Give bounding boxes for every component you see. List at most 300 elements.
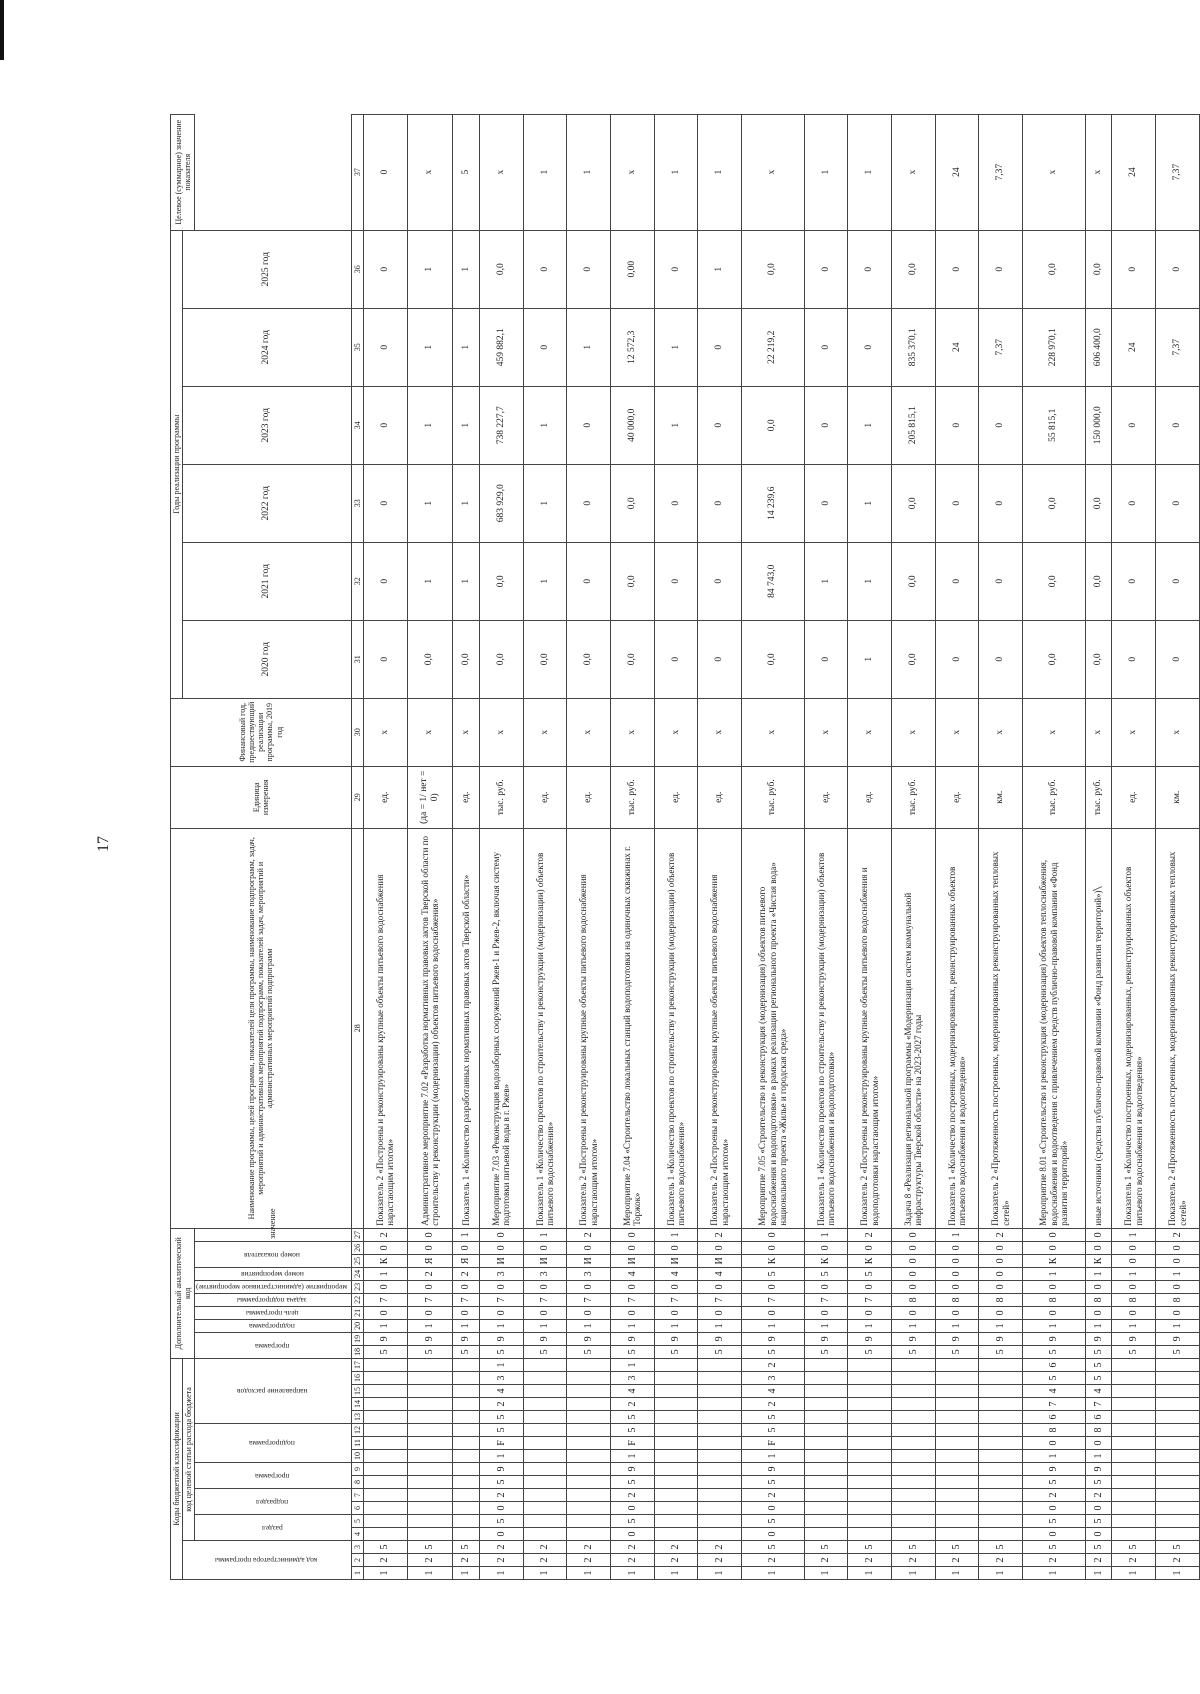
code-cell [848, 1528, 892, 1541]
code-cell: 2 [741, 1554, 804, 1567]
code-cell: 0 [848, 1280, 892, 1293]
code-cell: 2 [480, 1541, 524, 1554]
code-cell: 0 [407, 1241, 453, 1254]
code-cell: 8 [892, 1293, 936, 1306]
value-cell-unit: тыс. руб. [741, 766, 804, 828]
code-cell [567, 1398, 611, 1411]
code-cell [453, 1385, 480, 1398]
code-cell: 5 [611, 1424, 655, 1437]
code-cell [654, 1515, 698, 1528]
table-row [741, 114, 804, 1579]
value-cell-y2021: 0 [363, 542, 407, 620]
code-cell: 4 [1023, 1385, 1086, 1398]
value-cell-y2023: 0 [567, 386, 611, 464]
code-cell: 5 [979, 1541, 1023, 1554]
code-cell: 0 [480, 1280, 524, 1293]
code-cell: 0 [741, 1306, 804, 1319]
code-cell: 2 [1023, 1489, 1086, 1502]
row-name: Показатель 1 «Количество разработанных нормативных правовых актов Тверской области» [453, 828, 480, 1228]
code-cell: 5 [892, 1345, 936, 1358]
code-cell [892, 1385, 936, 1398]
value-cell-target: 1 [848, 114, 892, 230]
code-cell: 5 [480, 1411, 524, 1424]
code-cell: 7 [523, 1293, 567, 1306]
code-cell [848, 1358, 892, 1371]
code-cell [804, 1437, 848, 1450]
column-number: 17 [351, 1358, 363, 1371]
value-cell-unit: ед. [1112, 766, 1156, 828]
code-cell [804, 1463, 848, 1476]
code-cell: 4 [480, 1385, 524, 1398]
code-cell [1156, 1424, 1200, 1437]
code-cell [1156, 1450, 1200, 1463]
code-cell [453, 1528, 480, 1541]
column-number: 23 [351, 1280, 363, 1293]
value-cell-target: 1 [523, 114, 567, 230]
code-cell [654, 1424, 698, 1437]
code-cell: 1 [407, 1319, 453, 1332]
code-cell: 9 [1156, 1332, 1200, 1345]
value-cell-prev: х [848, 698, 892, 766]
value-cell-y2021: 0 [935, 542, 979, 620]
code-cell: 2 [654, 1541, 698, 1554]
code-cell [979, 1502, 1023, 1515]
code-cell: 0 [1112, 1254, 1156, 1267]
code-cell: 0 [1023, 1437, 1086, 1450]
admin-code-header: код администратора программы [183, 1541, 352, 1580]
code-cell [407, 1385, 453, 1398]
table-row [804, 114, 848, 1579]
value-cell-unit: ед. [848, 766, 892, 828]
code-cell: 1 [1023, 1267, 1086, 1280]
code-cell: 9 [654, 1332, 698, 1345]
table-row [1112, 114, 1156, 1579]
column-number: 10 [351, 1450, 363, 1463]
value-cell-y2022: 14 239,6 [741, 464, 804, 542]
code-cell [1156, 1489, 1200, 1502]
code-cell: 0 [848, 1241, 892, 1254]
code-cell: 5 [1085, 1358, 1112, 1371]
code-cell: 5 [523, 1345, 567, 1358]
code-cell [698, 1372, 742, 1385]
code-cell: 3 [480, 1267, 524, 1280]
value-cell-y2022: 0,0 [1023, 464, 1086, 542]
code-cell: 5 [480, 1345, 524, 1358]
code-cell: 9 [935, 1332, 979, 1345]
code-cell [698, 1463, 742, 1476]
prev-year-header: Финансовый год, предшествующий реализации программы, 2019 год [171, 698, 352, 766]
table-row [611, 114, 655, 1579]
code-cell: 5 [1085, 1345, 1112, 1358]
code-cell: 0 [935, 1306, 979, 1319]
code-cell: 1 [523, 1319, 567, 1332]
code-cell: 7 [804, 1293, 848, 1306]
code-cell: 1 [804, 1319, 848, 1332]
code-cell: 0 [1112, 1280, 1156, 1293]
code-cell: 0 [1085, 1280, 1112, 1293]
code-cell [654, 1385, 698, 1398]
code-cell: 0 [567, 1306, 611, 1319]
column-number: 13 [351, 1411, 363, 1424]
code-cell: 4 [654, 1267, 698, 1280]
code-cell: 1 [1156, 1319, 1200, 1332]
value-cell-y2023: 738 227,7 [480, 386, 524, 464]
code-cell: 4 [1085, 1385, 1112, 1398]
value-cell-y2023: 205 815,1 [892, 386, 936, 464]
code-cell [363, 1398, 407, 1411]
value-cell-y2021: 0 [567, 542, 611, 620]
code-cell: 1 [698, 1567, 742, 1580]
code-cell [1112, 1515, 1156, 1528]
code-cell: 2 [611, 1554, 655, 1567]
code-cell [407, 1476, 453, 1489]
value-cell-y2024: 1 [407, 308, 453, 386]
code-cell: 1 [804, 1228, 848, 1241]
value-cell-y2024: 228 970,1 [1023, 308, 1086, 386]
code-cell: 3 [567, 1267, 611, 1280]
value-cell-unit: км. [979, 766, 1023, 828]
value-cell-y2021: 0,0 [1023, 542, 1086, 620]
code-cell [363, 1463, 407, 1476]
code-cell [804, 1385, 848, 1398]
code-cell: 1 [1023, 1450, 1086, 1463]
code-cell: 0 [1156, 1254, 1200, 1267]
code-cell [1112, 1372, 1156, 1385]
code-cell [407, 1358, 453, 1371]
code-cell: 0 [654, 1241, 698, 1254]
code-cell: 0 [654, 1306, 698, 1319]
value-cell-prev: х [1112, 698, 1156, 766]
code-cell: 0 [363, 1280, 407, 1293]
code-cell [1112, 1424, 1156, 1437]
table-row [567, 114, 611, 1579]
value-cell-y2023: 0 [698, 386, 742, 464]
code-cell: 0 [611, 1502, 655, 1515]
code-cell: 0 [892, 1267, 936, 1280]
code-cell [654, 1489, 698, 1502]
value-cell-y2025: 1 [698, 230, 742, 308]
code-cell: 1 [453, 1228, 480, 1241]
code-cell [892, 1424, 936, 1437]
value-cell-y2025: 0 [1156, 230, 1200, 308]
code-cell [407, 1437, 453, 1450]
code-cell: 5 [979, 1345, 1023, 1358]
value-cell-unit: тыс. руб. [611, 766, 655, 828]
code-cell: 5 [935, 1345, 979, 1358]
code-cell [935, 1515, 979, 1528]
code-cell: 2 [567, 1541, 611, 1554]
code-cell [979, 1515, 1023, 1528]
code-cell: 0 [741, 1280, 804, 1293]
code-cell: 0 [804, 1306, 848, 1319]
code-cell: 9 [1023, 1332, 1086, 1345]
value-cell-prev: х [804, 698, 848, 766]
code-cell: 0 [453, 1280, 480, 1293]
year-2023-header: 2023 год [183, 386, 352, 464]
code-cell: И [523, 1254, 567, 1267]
code-cell: 2 [848, 1554, 892, 1567]
code-cell: К [848, 1254, 892, 1267]
code-cell [363, 1476, 407, 1489]
code-cell [848, 1450, 892, 1463]
table-row [848, 114, 892, 1579]
code-cell [848, 1437, 892, 1450]
code-cell: 2 [1156, 1554, 1200, 1567]
row-name: Показатель 1 «Количество построенных, модернизированных, реконструированных объектов питьевого водоснабжения и водоотведения» [935, 828, 979, 1228]
value-cell-y2022: 1 [407, 464, 453, 542]
code-cell: 0 [1156, 1280, 1200, 1293]
value-cell-y2023: 1 [654, 386, 698, 464]
value-cell-unit: ед. [453, 766, 480, 828]
value-cell-y2021: 0,0 [611, 542, 655, 620]
code-cell: 9 [1085, 1463, 1112, 1476]
code-cell: 1 [480, 1358, 524, 1371]
code-cell [892, 1463, 936, 1476]
code-cell [804, 1489, 848, 1502]
code-cell: 0 [480, 1228, 524, 1241]
code-cell [698, 1385, 742, 1398]
code-cell: 2 [363, 1228, 407, 1241]
value-cell-y2024: 7,37 [1156, 308, 1200, 386]
value-cell-y2020: 0 [363, 620, 407, 698]
column-number: 16 [351, 1372, 363, 1385]
code-cell: 5 [804, 1541, 848, 1554]
value-cell-unit: ед. [523, 766, 567, 828]
code-cell: 9 [804, 1332, 848, 1345]
value-cell-target: 24 [1112, 114, 1156, 230]
code-cell [654, 1411, 698, 1424]
code-cell: 1 [892, 1567, 936, 1580]
code-cell [804, 1372, 848, 1385]
code-cell: 5 [363, 1541, 407, 1554]
code-cell [979, 1489, 1023, 1502]
code-cell: 0 [407, 1228, 453, 1241]
code-cell [804, 1502, 848, 1515]
code-cell: 5 [363, 1345, 407, 1358]
code-cell: 5 [1085, 1476, 1112, 1489]
code-cell: 5 [1156, 1345, 1200, 1358]
code-cell [453, 1424, 480, 1437]
value-cell-y2020: 0,0 [1023, 620, 1086, 698]
code-cell: 5 [848, 1267, 892, 1280]
code-cell [453, 1437, 480, 1450]
value-cell-y2025: 1 [407, 230, 453, 308]
code-cell: 0 [741, 1502, 804, 1515]
code-cell [935, 1411, 979, 1424]
value-cell-y2021: 0 [979, 542, 1023, 620]
code-cell [407, 1372, 453, 1385]
code-cell: 5 [804, 1267, 848, 1280]
code-cell [848, 1489, 892, 1502]
year-2024-header: 2024 год [183, 308, 352, 386]
value-cell-y2020: 0,0 [523, 620, 567, 698]
code-cell: 0 [892, 1254, 936, 1267]
code-cell [698, 1437, 742, 1450]
code-cell: 0 [407, 1280, 453, 1293]
code-cell: 8 [1085, 1424, 1112, 1437]
value-cell-target: 5 [453, 114, 480, 230]
column-number: 1 [351, 1567, 363, 1580]
code-cell [523, 1502, 567, 1515]
code-cell [453, 1398, 480, 1411]
code-cell: 5 [892, 1541, 936, 1554]
value-cell-prev: х [935, 698, 979, 766]
row-name: иные источники (средства публично-правовой компании «Фонд развития территорий») [1085, 828, 1112, 1228]
value-cell-prev: х [892, 698, 936, 766]
code-cell [698, 1358, 742, 1371]
code-cell [453, 1489, 480, 1502]
code-cell [567, 1463, 611, 1476]
value-cell-y2020: 0 [698, 620, 742, 698]
code-cell: 0 [1085, 1241, 1112, 1254]
code-cell [804, 1424, 848, 1437]
code-cell: 5 [567, 1345, 611, 1358]
code-cell [1156, 1411, 1200, 1424]
code-cell: 0 [611, 1528, 655, 1541]
code-cell: 1 [698, 1319, 742, 1332]
value-cell-y2023: 0 [1112, 386, 1156, 464]
value-cell-y2020: 0,0 [741, 620, 804, 698]
value-cell-y2020: 0 [1112, 620, 1156, 698]
value-cell-y2023: 1 [523, 386, 567, 464]
value-cell-y2025: 0,0 [1085, 230, 1112, 308]
code-cell [453, 1502, 480, 1515]
value-cell-y2020: 0,0 [453, 620, 480, 698]
code-cell [979, 1424, 1023, 1437]
code-cell: 5 [1023, 1372, 1086, 1385]
code-cell [935, 1424, 979, 1437]
code-cell: 1 [1112, 1267, 1156, 1280]
value-cell-y2024: 0 [848, 308, 892, 386]
value-cell-y2023: 150 000,0 [1085, 386, 1112, 464]
code-cell [698, 1515, 742, 1528]
code-cell: 1 [453, 1567, 480, 1580]
code-cell: 0 [611, 1280, 655, 1293]
code-cell [892, 1476, 936, 1489]
code-cell: 2 [979, 1228, 1023, 1241]
code-cell [935, 1502, 979, 1515]
value-cell-y2023: 1 [453, 386, 480, 464]
code-cell: 1 [979, 1319, 1023, 1332]
code-cell: 5 [611, 1476, 655, 1489]
code-cell [453, 1515, 480, 1528]
value-cell-y2025: 0 [654, 230, 698, 308]
value-cell-prev: х [363, 698, 407, 766]
code-cell: 7 [407, 1293, 453, 1306]
code-cell: 1 [892, 1319, 936, 1332]
code-cell [698, 1502, 742, 1515]
code-cell: 5 [453, 1345, 480, 1358]
value-cell-y2024: 1 [453, 308, 480, 386]
code-cell [1112, 1476, 1156, 1489]
code-cell: 5 [611, 1515, 655, 1528]
code-cell [363, 1515, 407, 1528]
program-table [170, 114, 1200, 1580]
code-cell [804, 1398, 848, 1411]
value-cell-y2022: 0 [698, 464, 742, 542]
value-cell-unit: ед. [654, 766, 698, 828]
value-cell-y2023: 0,0 [741, 386, 804, 464]
code-cell [407, 1463, 453, 1476]
code-cell [848, 1515, 892, 1528]
code-cell [567, 1372, 611, 1385]
code-cell: 0 [1085, 1228, 1112, 1241]
code-cell: К [741, 1254, 804, 1267]
code-cell: 7 [567, 1293, 611, 1306]
code-cell: 0 [979, 1280, 1023, 1293]
code-cell: 5 [1112, 1345, 1156, 1358]
value-cell-unit: (да = 1/ нет = 0) [407, 766, 453, 828]
code-cell: 5 [935, 1541, 979, 1554]
value-cell-prev: х [741, 698, 804, 766]
code-cell [453, 1411, 480, 1424]
table-row [480, 114, 524, 1579]
value-cell-y2025: 0 [804, 230, 848, 308]
add-activity-num-header: номер мероприятия [195, 1267, 351, 1280]
code-cell: 0 [892, 1280, 936, 1293]
code-cell [654, 1437, 698, 1450]
code-cell: 7 [1023, 1398, 1086, 1411]
code-cell: 1 [1112, 1319, 1156, 1332]
code-cell: 5 [1023, 1541, 1086, 1554]
value-cell-y2025: 0,00 [611, 230, 655, 308]
code-cell [523, 1515, 567, 1528]
value-cell-y2024: 24 [1112, 308, 1156, 386]
code-cell: 5 [407, 1541, 453, 1554]
code-cell: 1 [523, 1567, 567, 1580]
value-cell-prev: х [611, 698, 655, 766]
code-cell [892, 1502, 936, 1515]
code-cell: 0 [480, 1306, 524, 1319]
value-cell-y2022: 1 [523, 464, 567, 542]
value-cell-y2023: 0 [363, 386, 407, 464]
code-cell: 7 [741, 1293, 804, 1306]
code-cell [698, 1489, 742, 1502]
code-cell [407, 1528, 453, 1541]
code-cell: 1 [363, 1267, 407, 1280]
code-cell: 0 [935, 1267, 979, 1280]
code-cell: 0 [892, 1306, 936, 1319]
code-cell: 8 [935, 1293, 979, 1306]
code-cell: 1 [611, 1358, 655, 1371]
code-cell: 9 [741, 1332, 804, 1345]
code-cell: 5 [453, 1541, 480, 1554]
table-row [1085, 114, 1112, 1579]
code-cell [654, 1463, 698, 1476]
column-number: 11 [351, 1437, 363, 1450]
subprogram-code-header: подпрограмма [195, 1424, 351, 1463]
code-cell: 2 [611, 1398, 655, 1411]
code-cell: 2 [741, 1489, 804, 1502]
value-cell-y2021: 0 [654, 542, 698, 620]
code-cell: 8 [1085, 1293, 1112, 1306]
value-cell-y2022: 0 [979, 464, 1023, 542]
code-cell [1112, 1489, 1156, 1502]
code-cell: 5 [804, 1345, 848, 1358]
code-cell: 2 [654, 1554, 698, 1567]
row-name: Мероприятие 7.03 «Реконструкция водозаборных сооружений Ржев-1 и Ржев-2, включая систему подготовки питьевой воды в г. Ржев» [480, 828, 524, 1228]
code-cell: 2 [363, 1554, 407, 1567]
table-row [523, 114, 567, 1579]
code-cell [979, 1411, 1023, 1424]
code-cell: 2 [698, 1541, 742, 1554]
section-code-header: раздел [195, 1515, 351, 1541]
value-cell-y2021: 1 [453, 542, 480, 620]
value-cell-y2024: 24 [935, 308, 979, 386]
code-cell [935, 1450, 979, 1463]
code-cell: 7 [698, 1293, 742, 1306]
code-cell: 1 [480, 1450, 524, 1463]
